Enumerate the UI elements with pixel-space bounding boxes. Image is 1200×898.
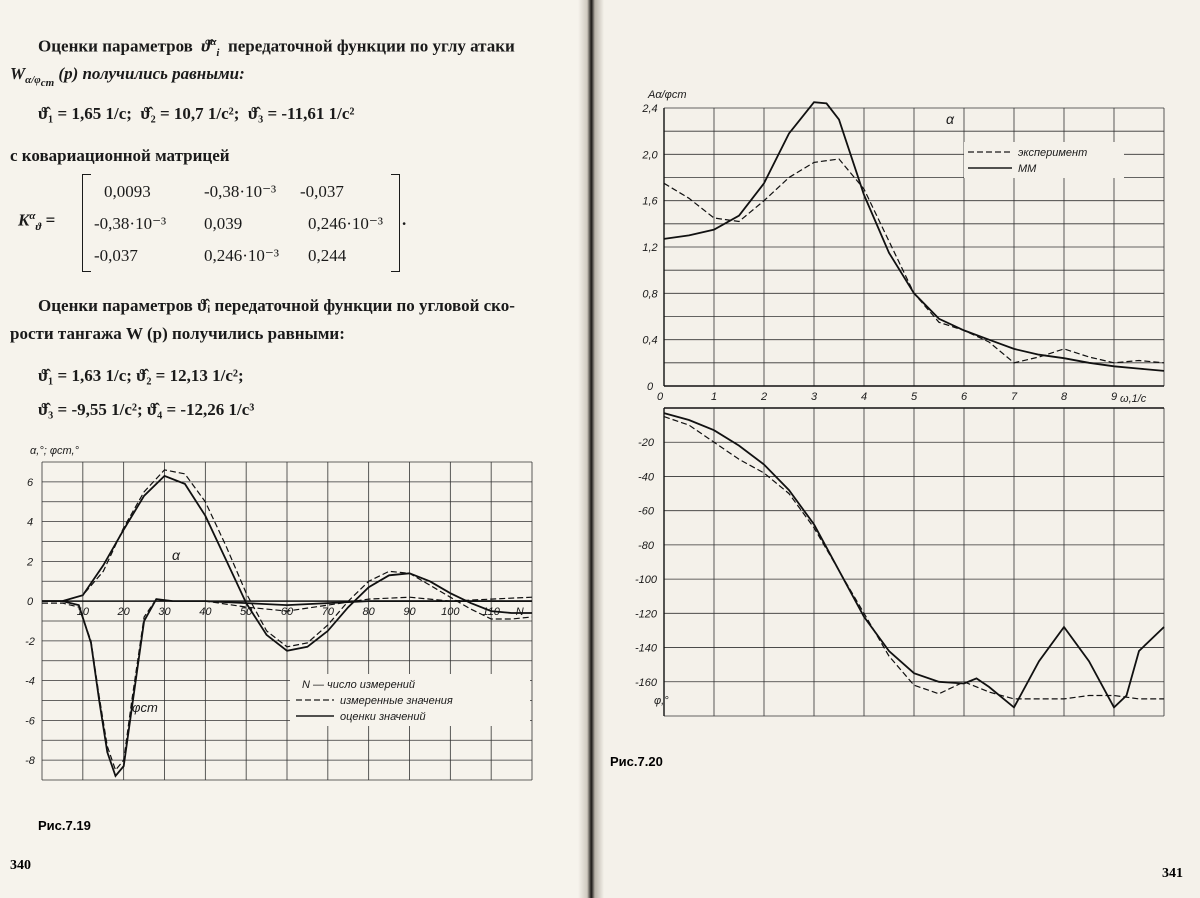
y-tick-label: 2,0: [642, 149, 658, 162]
matrix-cell: -0,037: [300, 182, 344, 201]
paragraph-1-line-2: $W_{\alpha/\varphi_{ст}}$ (p) получились равными:: [10, 64, 245, 90]
x-tick-label: 10: [76, 606, 89, 619]
y-tick-label: -120: [634, 608, 658, 621]
x-tick-label: 100: [441, 606, 460, 619]
chart-ylabel-phase: φ,°: [654, 695, 669, 707]
x-tick-label: 0: [656, 391, 664, 403]
x-tick-label: 50: [240, 606, 253, 619]
chart-xlabel: ω,1/с: [1120, 393, 1147, 405]
chart-grid: [42, 462, 532, 780]
x-tick-label: N: [515, 606, 524, 619]
figure-7-20-chart: [588, 80, 1188, 810]
x-tick-label: 30: [158, 606, 171, 619]
phase-grid: [664, 408, 1164, 716]
x-tick-label: 6: [960, 391, 968, 403]
y-tick-label: -2: [25, 635, 35, 648]
x-tick-label: 8: [1060, 391, 1068, 403]
x-tick-label: 3: [810, 391, 818, 403]
x-tick-label: 110: [482, 606, 500, 619]
right-page: [588, 0, 1200, 898]
matrix-label: $K^\alpha_ϑ$ =: [18, 210, 56, 234]
matrix-cell: -0,38·10⁻³: [204, 182, 277, 201]
annotation-alpha: α: [946, 111, 954, 127]
x-tick-label: 2: [760, 391, 768, 403]
x-tick-label: 90: [403, 606, 416, 619]
y-tick-label: -6: [25, 715, 35, 728]
y-tick-label: 1,2: [642, 242, 658, 254]
legend-entry: оценки значений: [340, 711, 426, 723]
figure-caption: Рис.7.19: [38, 818, 91, 833]
covariance-intro: с ковариационной матрицей: [10, 146, 230, 165]
y-tick-label: -20: [638, 437, 654, 450]
x-tick-label: 60: [280, 606, 294, 619]
legend-entry: измеренные значения: [340, 695, 453, 707]
y-tick-label: -80: [638, 539, 654, 552]
y-tick-label: 2,4: [642, 103, 658, 115]
x-tick-label: 7: [1010, 391, 1018, 403]
x-tick-label: 20: [117, 606, 130, 619]
amplitude-y-tick-labels: [641, 103, 658, 393]
estimates-line-1: ϑ̂₁ = 1,65 1/с; ϑ̂₂ = 10,7 1/с²; ϑ̂₃ = -11,61 1/с²: [38, 104, 355, 123]
legend-entry: эксперимент: [1018, 147, 1088, 159]
page-number: 341: [1162, 866, 1183, 881]
x-tick-labels: [77, 606, 524, 618]
annotation-alpha: α: [172, 547, 180, 563]
x-tick-label: 70: [321, 606, 334, 619]
y-tick-label: 0,4: [642, 334, 658, 347]
matrix-cell: 0,0093: [104, 182, 151, 201]
x-tick-label: 4: [860, 391, 868, 403]
matrix-cell: 0,039: [204, 214, 243, 233]
y-tick-label: -4: [25, 675, 35, 688]
matrix-bracket-left: [82, 174, 91, 272]
chart-legend: [290, 674, 530, 726]
phase-y-tick-labels: [635, 437, 658, 689]
frequency-x-tick-labels: [657, 391, 1117, 403]
estimates-line-2: ϑ̂₁ = 1,63 1/с; ϑ̂₂ = 12,13 1/с²;: [38, 366, 244, 385]
matrix-cell: -0,38·10⁻³: [94, 214, 167, 233]
legend-entry: ММ: [1018, 163, 1037, 175]
annotation-phi: φст: [132, 700, 158, 715]
y-tick-label: 0: [26, 596, 34, 609]
y-tick-label: -160: [634, 676, 658, 689]
y-tick-labels: [25, 477, 36, 767]
y-tick-label: -100: [634, 574, 658, 587]
matrix-bracket-right: [391, 174, 400, 272]
y-tick-label: -40: [638, 471, 654, 484]
page-number: 340: [10, 858, 31, 873]
matrix-cell: 0,244: [308, 246, 347, 265]
figure-7-19-chart: [0, 440, 560, 820]
chart-legend: [964, 142, 1124, 178]
y-tick-label: 1,6: [642, 195, 658, 208]
y-tick-label: -8: [25, 755, 35, 768]
paragraph-2-line-2: рости тангажа W (p) получились равными:: [10, 324, 345, 343]
y-tick-label: 2: [26, 556, 34, 569]
estimates-line-3: ϑ̂₃ = -9,55 1/с²; ϑ̂₄ = -12,26 1/с³: [38, 400, 255, 419]
book-gutter: [578, 0, 604, 898]
chart-ylabel-amplitude: Aα/φст: [648, 89, 687, 101]
paragraph-2-line-1: Оценки параметров ϑ̂ᵢ передаточной функции по угловой ско-: [38, 296, 515, 315]
figure-caption: Рис.7.20: [610, 754, 663, 769]
paragraph-1-line-1: Оценки параметров ϑ̂$^\alpha_i$ передаточной функции по углу атаки: [38, 36, 515, 60]
y-tick-label: -140: [634, 642, 658, 655]
y-tick-label: 0: [646, 381, 654, 393]
y-tick-label: -60: [638, 505, 654, 518]
legend-entry: N — число измерений: [302, 679, 416, 691]
x-tick-label: 40: [199, 606, 212, 619]
x-tick-label: 5: [910, 391, 918, 403]
left-page: [0, 0, 588, 898]
x-tick-label: 80: [362, 606, 375, 619]
x-tick-label: 1: [710, 391, 718, 403]
y-tick-label: 4: [26, 516, 34, 529]
x-tick-label: 9: [1110, 391, 1118, 403]
matrix-cell: 0,246·10⁻³: [308, 214, 383, 233]
matrix-cell: 0,246·10⁻³: [204, 246, 279, 265]
y-tick-label: 0,8: [642, 288, 658, 301]
covariance-matrix: [82, 174, 400, 270]
matrix-period: .: [402, 210, 407, 229]
y-tick-label: 6: [26, 476, 34, 489]
matrix-cell: -0,037: [94, 246, 138, 265]
chart-ylabel: α,°; φст,°: [30, 445, 80, 457]
